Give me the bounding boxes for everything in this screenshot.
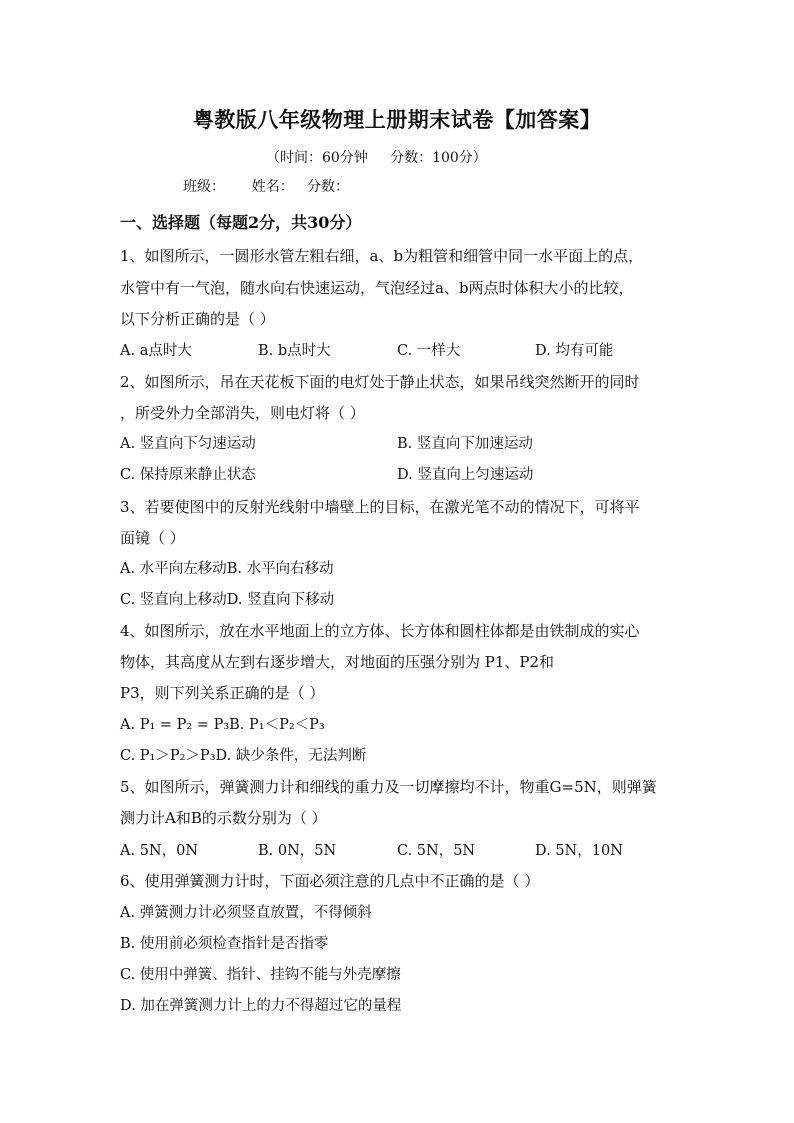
- question-2-line-1: 2、如图所示，吊在天花板下面的电灯处于静止状态，如果吊线突然断开的同时: [120, 373, 640, 391]
- question-3-options-cd: C. 竖直向上移动D. 竖直向下移动: [120, 592, 335, 608]
- student-info-line: 班级： 姓名： 分数：: [183, 179, 350, 195]
- question-2-line-2: ，所受外力全部消失，则电灯将（ ）: [120, 404, 365, 422]
- question-5-option-b: B. 0N，5N: [258, 843, 337, 859]
- question-4-line-3: P3，则下列关系正确的是（ ）: [120, 684, 325, 702]
- question-1-option-d: D. 均有可能: [535, 343, 614, 359]
- question-1-line-1: 1、如图所示，一圆形水管左粗右细，a、b为粗管和细管中同一水平面上的点，: [120, 247, 644, 265]
- question-6-option-c: C. 使用中弹簧、指针、挂钩不能与外壳摩擦: [120, 967, 401, 983]
- question-3-line-2: 面镜（ ）: [120, 529, 185, 547]
- question-1-option-b: B. b点时大: [258, 343, 331, 359]
- question-5-line-2: 测力计A和B的示数分别为（ ）: [120, 809, 327, 827]
- question-1-line-3: 以下分析正确的是（ ）: [120, 310, 275, 328]
- question-3-options-ab: A. 水平向左移动B. 水平向右移动: [120, 561, 334, 577]
- question-1-line-2: 水管中有一气泡，随水向右快速运动，气泡经过a、b两点时体积大小的比较，: [120, 279, 634, 297]
- question-1-option-c: C. 一样大: [397, 343, 461, 359]
- exam-time-score: （时间：60分钟 分数：100分）: [266, 150, 487, 166]
- question-2-option-d: D. 竖直向上匀速运动: [397, 467, 534, 483]
- question-5-option-c: C. 5N，5N: [397, 843, 476, 859]
- page-title: 粤教版八年级物理上册期末试卷【加答案】: [192, 107, 602, 132]
- question-4-line-2: 物体，其高度从左到右逐步增大，对地面的压强分别为 P1、P2和: [120, 653, 555, 671]
- question-4-line-1: 4、如图所示，放在水平地面上的立方体、长方体和圆柱体都是由铁制成的实心: [120, 622, 640, 640]
- question-5-line-1: 5、如图所示，弹簧测力计和细线的重力及一切摩擦均不计，物重G=5N，则弹簧: [120, 778, 657, 796]
- question-1-option-a: A. a点时大: [120, 343, 192, 359]
- question-2-option-c: C. 保持原来静止状态: [120, 467, 256, 483]
- question-6-option-d: D. 加在弹簧测力计上的力不得超过它的量程: [120, 998, 402, 1014]
- question-4-options-cd: C. P₁＞P₂＞P₃D. 缺少条件，无法判断: [120, 748, 367, 764]
- question-4-options-ab: A. P₁ = P₂ = P₃B. P₁＜P₂＜P₃: [120, 717, 325, 733]
- question-2-option-a: A. 竖直向下匀速运动: [120, 436, 256, 452]
- question-6-option-b: B. 使用前必须检查指针是否指零: [120, 936, 329, 952]
- question-5-option-a: A. 5N，0N: [120, 843, 199, 859]
- question-5-option-d: D. 5N，10N: [535, 843, 623, 859]
- question-3-line-1: 3、若要使图中的反射光线射中墙壁上的目标，在激光笔不动的情况下，可将平: [120, 498, 640, 516]
- question-2-option-b: B. 竖直向下加速运动: [397, 436, 533, 452]
- section-heading-multiple-choice: 一、选择题（每题2分，共30分）: [120, 213, 362, 232]
- question-6-option-a: A. 弹簧测力计必须竖直放置，不得倾斜: [120, 905, 372, 921]
- question-6-line-1: 6、使用弹簧测力计时，下面必须注意的几点中不正确的是（ ）: [120, 872, 540, 890]
